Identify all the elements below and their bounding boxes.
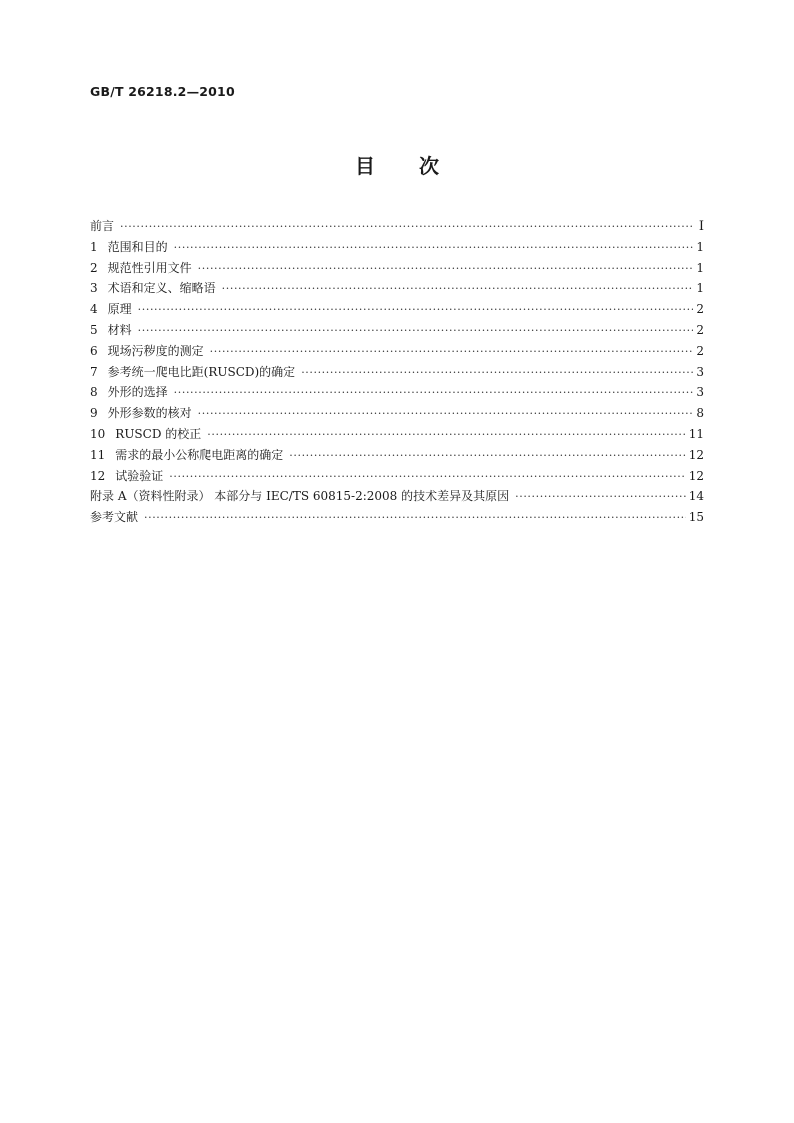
toc-entry-number: 3 [90, 281, 98, 296]
toc-leader-dots [198, 259, 693, 280]
toc-leader-dots [289, 446, 685, 467]
toc-entry-number: 10 [90, 426, 106, 441]
toc-entry-page: 1 [696, 260, 704, 275]
toc-leader-dots [210, 342, 693, 363]
toc-entry-1[interactable] [90, 237, 704, 258]
toc-entry-page: 8 [696, 406, 704, 421]
toc-entry-page: 3 [696, 364, 704, 379]
toc-entry-number: 4 [90, 302, 98, 317]
toc-entry-label: 材料 [107, 322, 132, 337]
toc-entry-label: 原理 [107, 302, 132, 317]
toc-entry-2[interactable] [90, 258, 704, 279]
toc-leader-dots [222, 279, 693, 300]
toc-leader-dots [301, 363, 693, 384]
toc-entry-10[interactable] [90, 424, 704, 445]
toc-entry-page: 12 [688, 447, 704, 462]
toc-entry-label: 附录 A（资料性附录） 本部分与 IEC/TS 60815-2:2008 的技术差异及其原因 [90, 489, 510, 504]
toc-entry-label: 术语和定义、缩略语 [107, 281, 216, 296]
table-of-contents [90, 216, 704, 528]
toc-leader-dots [120, 217, 693, 238]
toc-entry-label: 前言 [90, 219, 115, 233]
toc-entry-7[interactable] [90, 362, 704, 383]
toc-entry-6[interactable] [90, 341, 704, 362]
toc-entry-number: 9 [90, 406, 98, 421]
toc-leader-dots [207, 425, 685, 446]
toc-entry-page: 11 [688, 426, 704, 441]
toc-entry-12[interactable] [90, 466, 704, 487]
toc-entry-number: 11 [90, 447, 106, 462]
toc-entry-page: 2 [696, 322, 704, 337]
toc-entry-number: 6 [90, 343, 98, 358]
toc-leader-dots [144, 508, 686, 529]
toc-entry-label: 范围和目的 [107, 239, 168, 254]
toc-entry-label: 外形参数的核对 [107, 406, 192, 421]
toc-leader-dots [198, 404, 693, 425]
toc-entry-3[interactable] [90, 278, 704, 299]
toc-entry-number: 12 [90, 468, 106, 483]
toc-leader-dots [138, 300, 693, 321]
toc-entry-page: Ⅰ [698, 219, 704, 234]
toc-entry-page: 12 [688, 468, 704, 483]
standard-code: GB/T 26218.2—2010 [90, 84, 235, 99]
toc-leader-dots [169, 467, 685, 488]
title-char-1: 目 [355, 154, 375, 178]
toc-entry-foreword[interactable] [90, 216, 704, 237]
toc-entry-number: 7 [90, 364, 98, 379]
toc-entry-number: 5 [90, 322, 98, 337]
toc-entry-number: 8 [90, 385, 98, 400]
toc-leader-dots [515, 487, 686, 508]
toc-entry-page: 2 [696, 343, 704, 358]
toc-entry-label: 现场污秽度的测定 [107, 343, 204, 358]
toc-entry-page: 3 [696, 385, 704, 400]
toc-entry-page: 1 [696, 239, 704, 254]
toc-entry-page: 14 [688, 489, 704, 504]
toc-entry-label: 参考文献 [90, 510, 139, 525]
toc-entry-page: 1 [696, 281, 704, 296]
toc-entry-11[interactable] [90, 445, 704, 466]
toc-entry-8[interactable] [90, 382, 704, 403]
toc-entry-annex-a[interactable] [90, 486, 704, 507]
toc-entry-page: 2 [696, 302, 704, 317]
toc-leader-dots [174, 238, 693, 259]
toc-entry-label: 参考统一爬电比距(RUSCD)的确定 [107, 364, 296, 379]
toc-entry-label: RUSCD 的校正 [115, 426, 202, 441]
toc-entry-label: 外形的选择 [107, 385, 168, 400]
toc-leader-dots [174, 383, 693, 404]
toc-entry-label: 试验验证 [115, 468, 164, 483]
page-title [0, 150, 794, 179]
toc-leader-dots [138, 321, 693, 342]
toc-entry-number: 2 [90, 260, 98, 275]
toc-entry-bibliography[interactable] [90, 507, 704, 528]
toc-entry-label: 规范性引用文件 [107, 260, 192, 275]
toc-entry-number: 1 [90, 239, 98, 254]
toc-entry-5[interactable] [90, 320, 704, 341]
toc-entry-9[interactable] [90, 403, 704, 424]
title-char-2: 次 [419, 154, 439, 178]
toc-entry-label: 需求的最小公称爬电距离的确定 [115, 447, 284, 462]
toc-entry-4[interactable] [90, 299, 704, 320]
toc-entry-page: 15 [688, 510, 704, 525]
